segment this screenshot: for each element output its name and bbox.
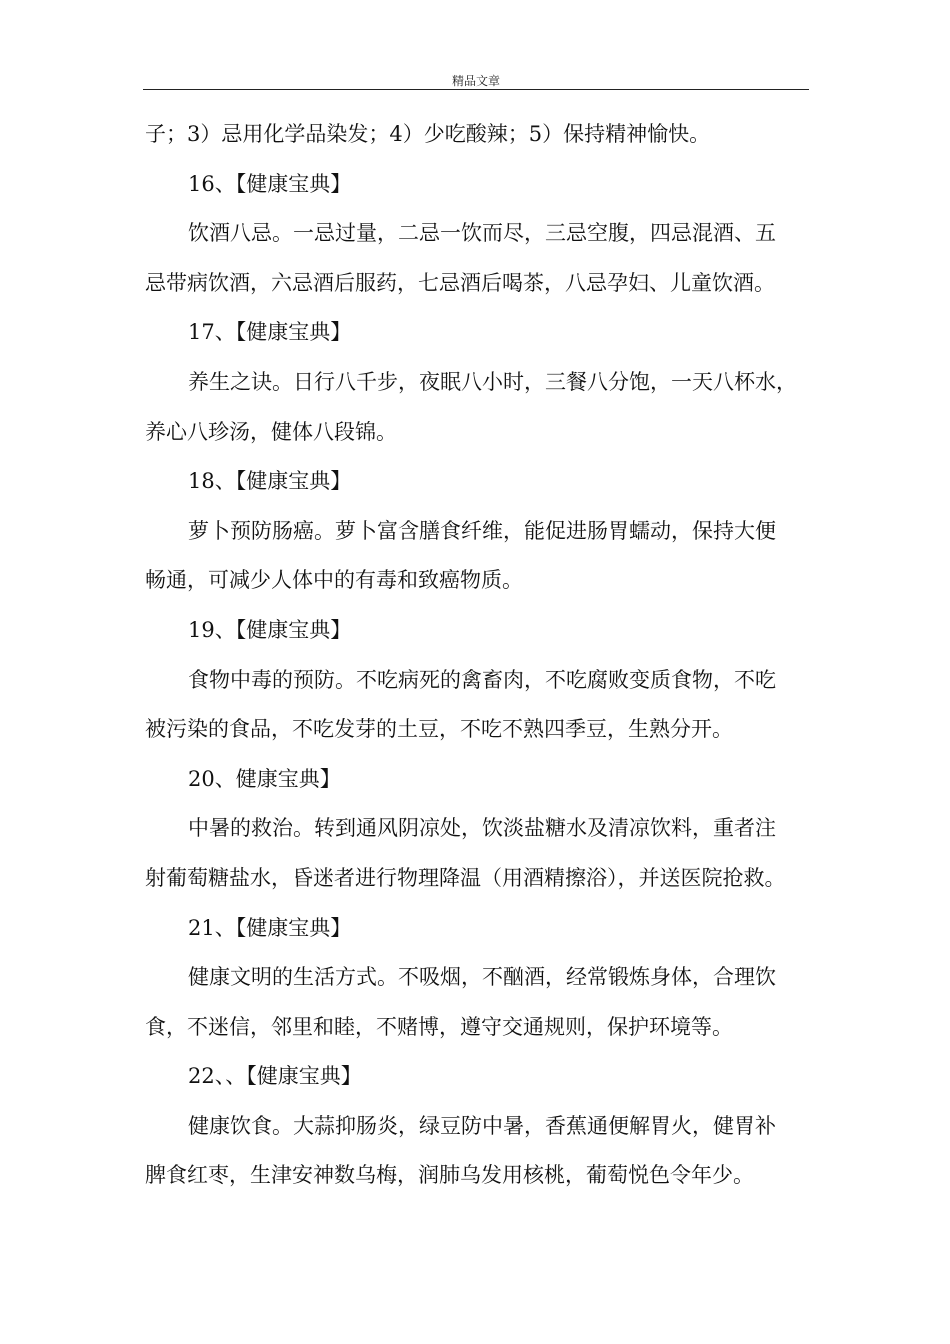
- paragraph-line: 忌带病饮酒，六忌酒后服药，七忌酒后喝茶，八忌孕妇、儿童饮酒。: [145, 270, 775, 295]
- paragraph-line: 养生之诀。日行八千步，夜眠八小时，三餐八分饱，一天八杯水，: [188, 369, 797, 394]
- section-heading-22: 22、、【健康宝典】: [188, 1064, 362, 1089]
- section-heading-21: 21、【健康宝典】: [188, 915, 352, 940]
- section-heading-16: 16、【健康宝典】: [188, 171, 352, 196]
- paragraph-line: 养心八珍汤，健体八段锦。: [145, 419, 397, 444]
- paragraph-line: 脾食红枣，生津安神数乌梅，润肺乌发用核桃，葡萄悦色令年少。: [145, 1163, 754, 1188]
- section-heading-17: 17、【健康宝典】: [188, 320, 352, 345]
- paragraph-line: 射葡萄糖盐水，昏迷者进行物理降温（用酒精擦浴），并送医院抢救。: [145, 865, 786, 890]
- paragraph-line: 子；3）忌用化学品染发；4）少吃酸辣；5）保持精神愉快。: [145, 122, 711, 146]
- section-heading-19: 19、【健康宝典】: [188, 617, 352, 642]
- header-divider: [143, 89, 809, 90]
- paragraph-line: 畅通，可减少人体中的有毒和致癌物质。: [145, 568, 523, 593]
- paragraph-line: 被污染的食品，不吃发芽的土豆，不吃不熟四季豆，生熟分开。: [145, 717, 733, 742]
- paragraph-line: 健康饮食。大蒜抑肠炎，绿豆防中暑，香蕉通便解胃火，健胃补: [188, 1113, 776, 1138]
- article-body: [145, 110, 809, 1201]
- section-heading-20: 20、健康宝典】: [188, 766, 341, 791]
- paragraph-line: 健康文明的生活方式。不吸烟，不酗酒，经常锻炼身体，合理饮: [188, 965, 776, 990]
- paragraph-line: 饮酒八忌。一忌过量，二忌一饮而尽，三忌空腹，四忌混酒、五: [188, 221, 776, 246]
- paragraph-line: 食，不迷信，邻里和睦，不赌博，遵守交通规则，保护环境等。: [145, 1014, 733, 1039]
- page-header-title: 精品文章: [451, 74, 500, 88]
- paragraph-line: 中暑的救治。转到通风阴凉处，饮淡盐糖水及清凉饮料，重者注: [188, 816, 776, 841]
- paragraph-line: 萝卜预防肠癌。萝卜富含膳食纤维，能促进肠胃蠕动，保持大便: [188, 518, 776, 543]
- paragraph-line: 食物中毒的预防。不吃病死的禽畜肉，不吃腐败变质食物，不吃: [188, 667, 776, 692]
- section-heading-18: 18、【健康宝典】: [188, 469, 352, 494]
